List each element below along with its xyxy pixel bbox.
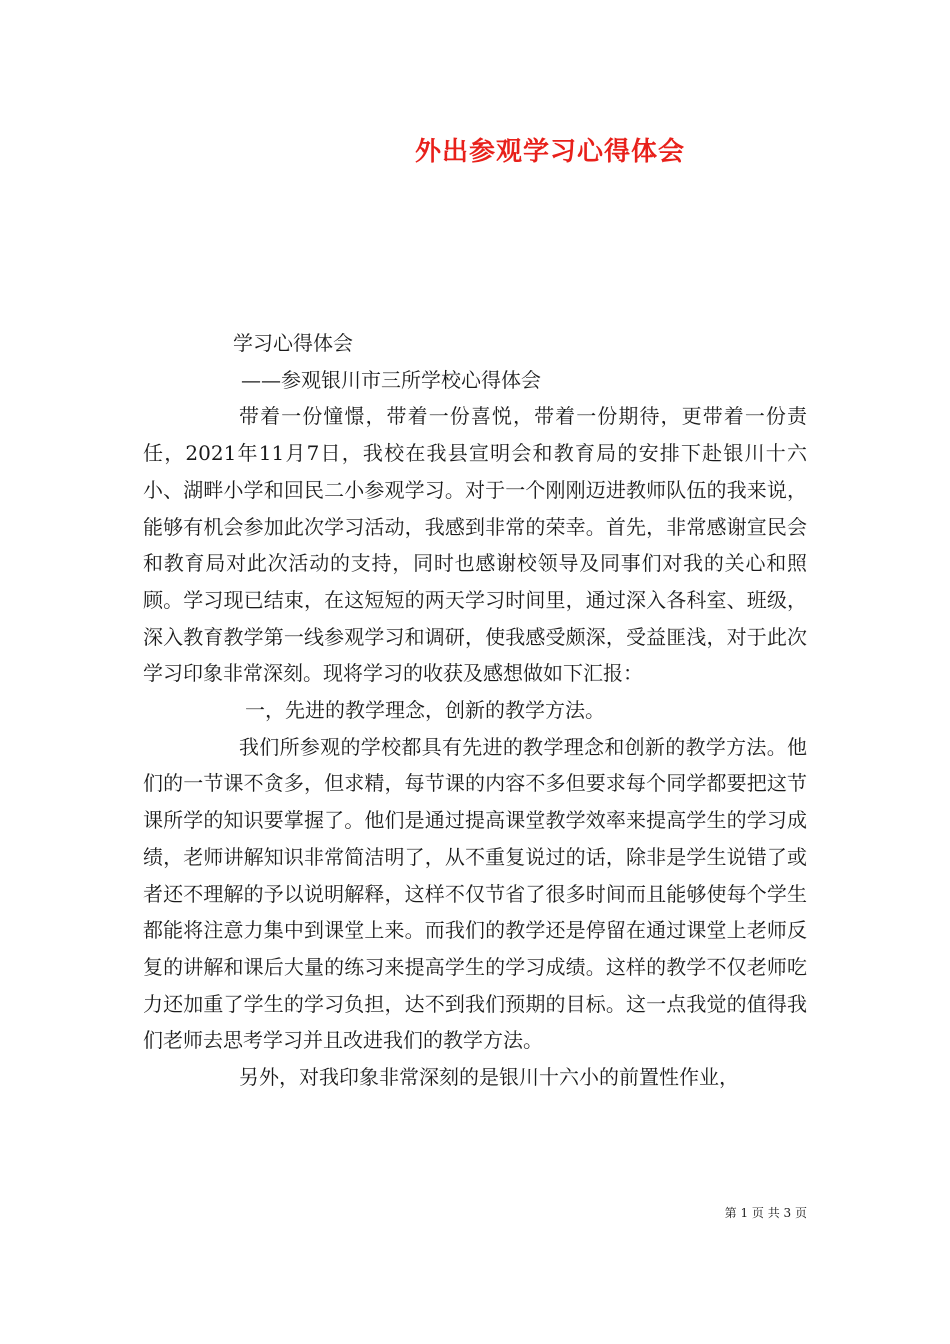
paragraph-intro: 带着一份憧憬，带着一份喜悦，带着一份期待，更带着一份责任，2021年11月7日，我校在我县宣明会和教育局的安排下赴银川十六小、湖畔小学和回民二小参观学习。对于一个刚刚迈进教师队伍的我来说，能够有机会参加此次学习活动，我感到非常的荣幸。首先，非常感谢宣民会和教育局对此次活动的支持，同时也感谢校领导及同事们对我的关心和照顾。学习现已结束，在这短短的两天学习时间里，通过深入各科室、班级，深入教育教学第一线参观学习和调研，使我感受颇深，受益匪浅，对于此次学习印象非常深刻。现将学习的收获及感想做如下汇报： bbox=[143, 404, 807, 686]
paragraph-teaching-methods: 我们所参观的学校都具有先进的教学理念和创新的教学方法。他们的一节课不贪多，但求精，每节课的内容不多但要求每个同学都要把这节课所学的知识要掌握了。他们是通过提高课堂教学效率来提高学生的学习成绩，老师讲解知识非常简洁明了，从不重复说过的话，除非是学生说错了或者还不理解的予以说明解释，这样不仅节省了很多时间而且能够使每个学生都能将注意力集中到课堂上来。而我们的教学还是停留在通过课堂上老师反复的讲解和课后大量的练习来提高学生的学习成绩。这样的教学不仅老师吃力还加重了学生的学习负担，达不到我们预期的目标。这一点我觉的值得我们老师去思考学习并且改进我们的教学方法。 bbox=[143, 734, 807, 1053]
document-subtitle: 学习心得体会 bbox=[233, 331, 353, 355]
section-heading-1: 一，先进的教学理念，创新的教学方法。 bbox=[245, 698, 605, 723]
document-body bbox=[143, 325, 807, 1096]
page-footer: 第 1 页 共 3 页 bbox=[724, 1206, 807, 1220]
paragraph-homework: 另外，对我印象非常深刻的是银川十六小的前置性作业， bbox=[239, 1065, 739, 1090]
document-subheading: ——参观银川市三所学校心得体会 bbox=[241, 367, 541, 392]
document-title: 外出参观学习心得体会 bbox=[414, 137, 685, 167]
